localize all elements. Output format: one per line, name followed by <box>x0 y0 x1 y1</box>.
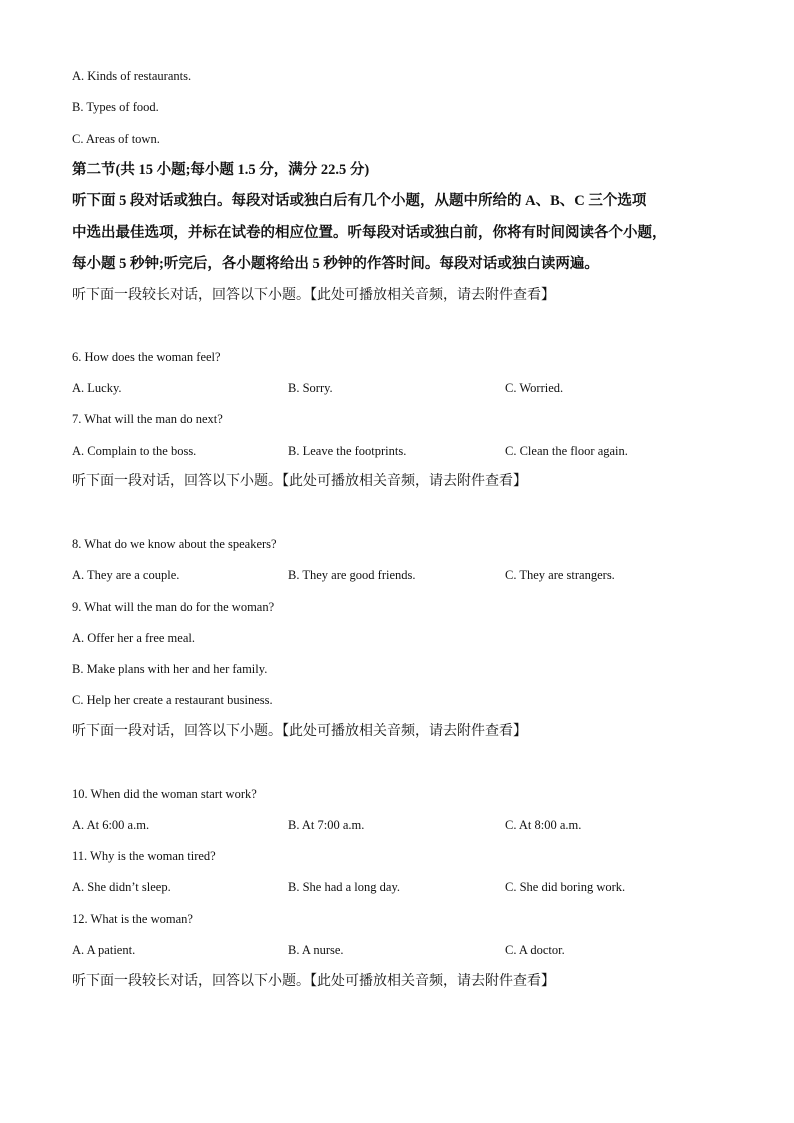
audio-prompt-3: 听下面一段对话，回答以下小题。【此处可播放相关音频，请去附件查看】 <box>72 724 527 739</box>
question-6: 6. How does the woman feel? <box>72 350 221 364</box>
prev-option-b: B. Types of food. <box>72 100 159 114</box>
q7-option-b: B. Leave the footprints. <box>288 444 407 458</box>
q7-option-a: A. Complain to the boss. <box>72 444 197 458</box>
q11-option-b: B. She had a long day. <box>288 880 401 894</box>
audio-prompt-4: 听下面一段较长对话，回答以下小题。【此处可播放相关音频，请去附件查看】 <box>72 974 555 989</box>
q10-option-b: B. At 7:00 a.m. <box>288 818 365 832</box>
question-12: 12. What is the woman? <box>72 912 193 926</box>
prev-option-a: A. Kinds of restaurants. <box>72 69 192 83</box>
question-10: 10. When did the woman start work? <box>72 787 257 801</box>
q11-option-c: C. She did boring work. <box>505 880 626 894</box>
q12-option-b: B. A nurse. <box>288 943 344 957</box>
q9-option-b: B. Make plans with her and her family. <box>72 662 268 676</box>
q6-option-a: A. Lucky. <box>72 381 122 395</box>
audio-prompt-1: 听下面一段较长对话，回答以下小题。【此处可播放相关音频，请去附件查看】 <box>72 288 555 303</box>
section-instructions-line-1: 听下面 5 段对话或独白。每段对话或独白后有几个小题，从题中所给的 A、B、C 三个选项 <box>72 193 647 209</box>
q8-option-a: A. They are a couple. <box>72 568 180 582</box>
q9-option-c: C. Help her create a restaurant business. <box>72 693 273 707</box>
q6-option-c: C. Worried. <box>505 381 564 395</box>
q7-option-c: C. Clean the floor again. <box>505 444 628 458</box>
q11-option-a: A. She didn’t sleep. <box>72 880 171 894</box>
q8-option-b: B. They are good friends. <box>288 568 416 582</box>
q10-option-a: A. At 6:00 a.m. <box>72 818 150 832</box>
q9-option-a: A. Offer her a free meal. <box>72 631 195 645</box>
section-instructions-line-2: 中选出最佳选项，并标在试卷的相应位置。听每段对话或独白前，你将有时间阅读各个小题， <box>72 225 667 241</box>
section-heading: 第二节(共 15 小题;每小题 1.5 分，满分 22.5 分) <box>72 162 370 178</box>
audio-prompt-2: 听下面一段对话，回答以下小题。【此处可播放相关音频，请去附件查看】 <box>72 474 527 489</box>
prev-option-c: C. Areas of town. <box>72 132 160 146</box>
question-8: 8. What do we know about the speakers? <box>72 537 277 551</box>
q6-option-b: B. Sorry. <box>288 381 333 395</box>
section-instructions-line-3: 每小题 5 秒钟;听完后，各小题将给出 5 秒钟的作答时间。每段对话或独白读两遍。 <box>72 256 599 272</box>
question-11: 11. Why is the woman tired? <box>72 849 216 863</box>
q12-option-a: A. A patient. <box>72 943 136 957</box>
q12-option-c: C. A doctor. <box>505 943 565 957</box>
q8-option-c: C. They are strangers. <box>505 568 615 582</box>
question-7: 7. What will the man do next? <box>72 412 223 426</box>
question-9: 9. What will the man do for the woman? <box>72 600 275 614</box>
q10-option-c: C. At 8:00 a.m. <box>505 818 582 832</box>
